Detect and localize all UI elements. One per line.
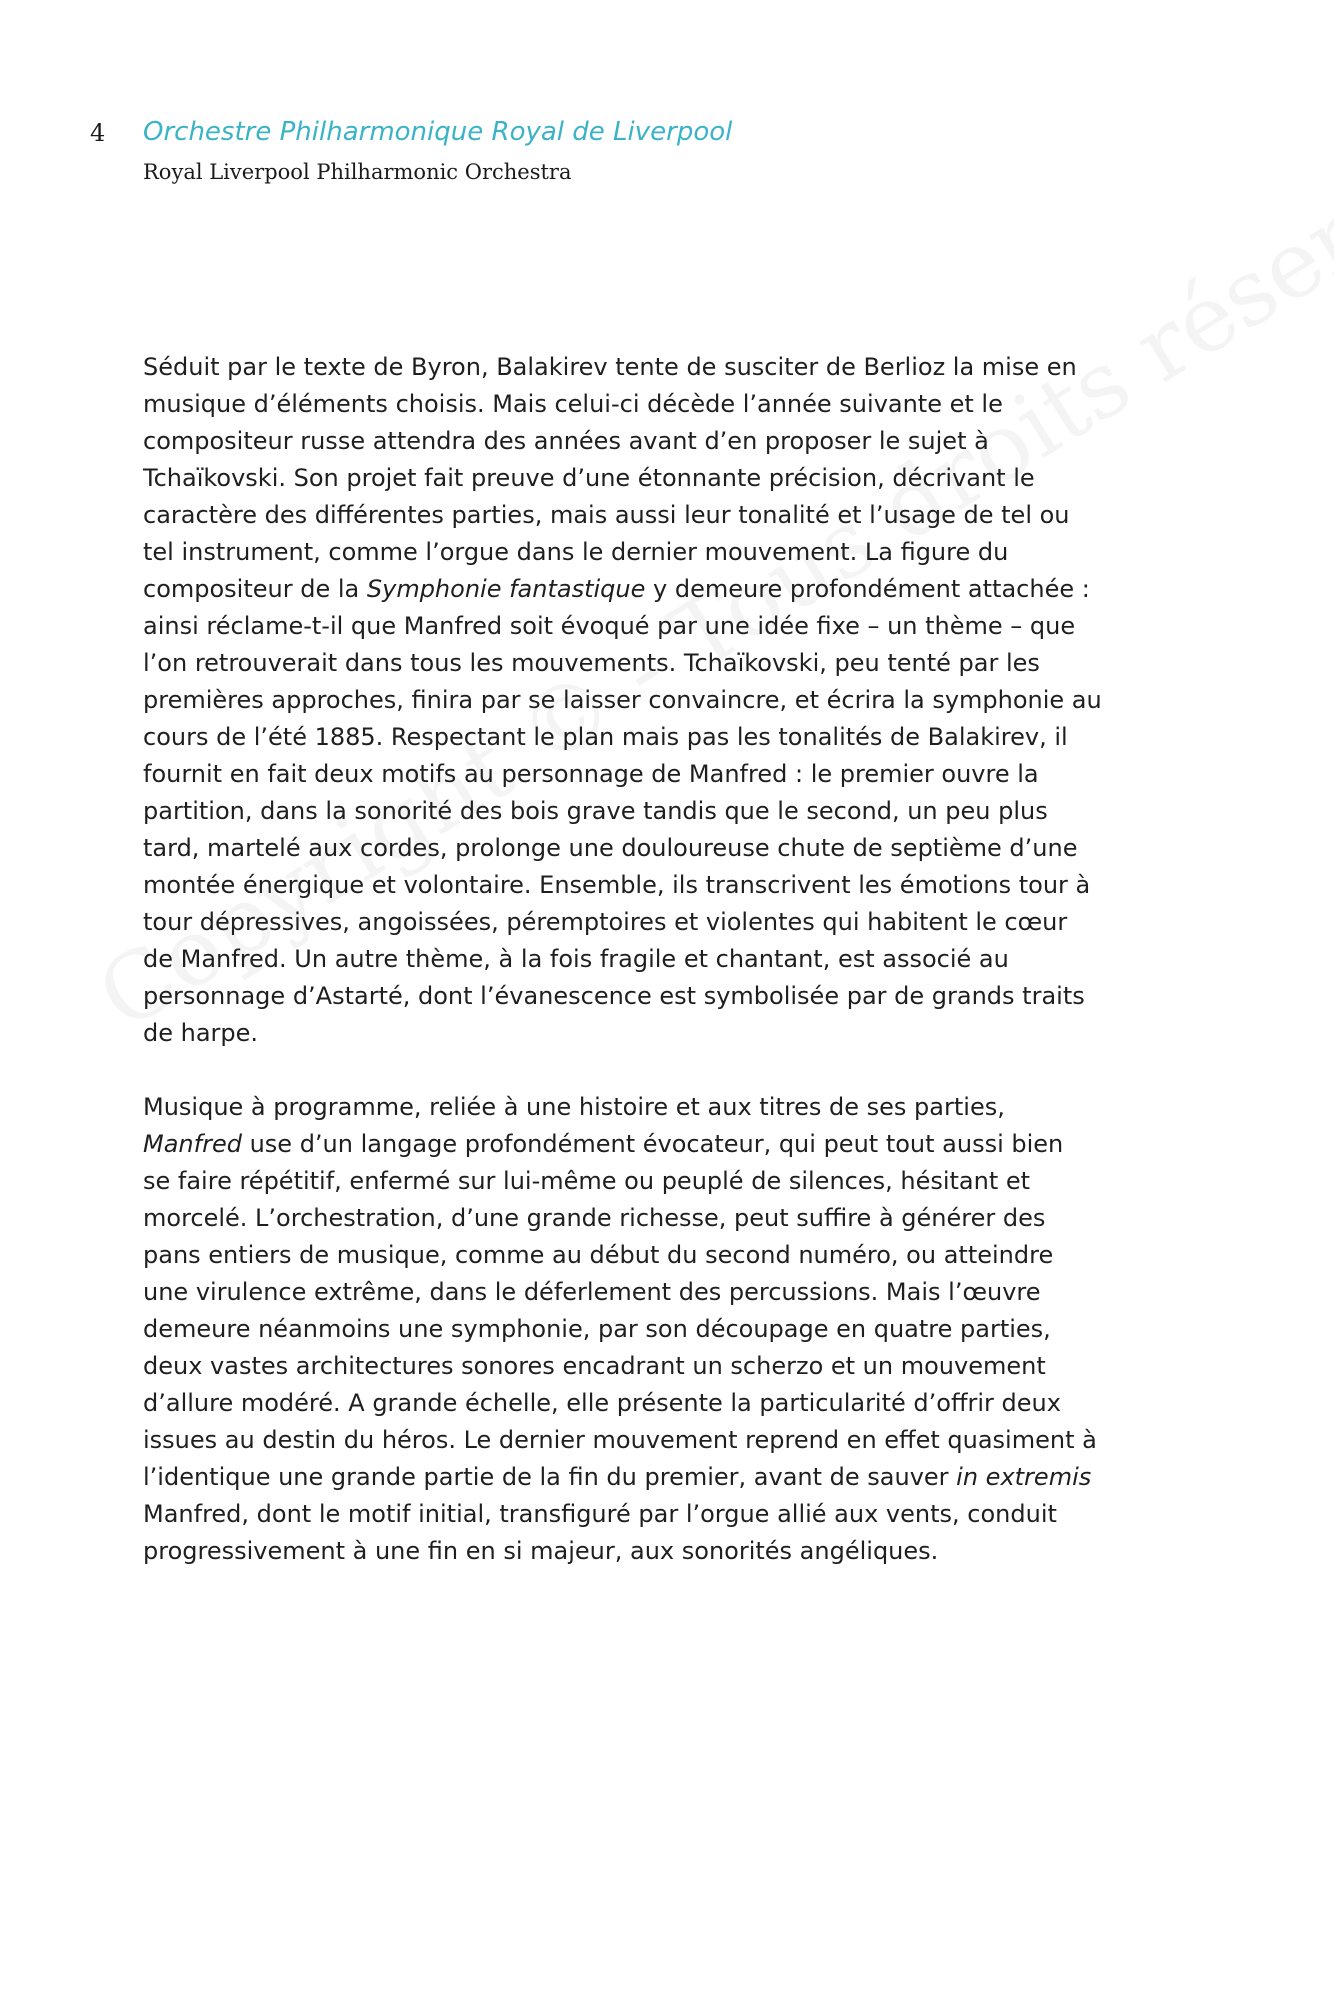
text-line xyxy=(143,1422,1203,1459)
text-run: partition, dans la sonorité des bois grave tandis que le second, un peu plus xyxy=(143,797,1048,825)
text-run: compositeur de la xyxy=(143,575,367,603)
text-line xyxy=(143,1200,1203,1237)
text-line xyxy=(143,867,1203,904)
text-line xyxy=(143,978,1203,1015)
text-run: cours de l’été 1885. Respectant le plan mais pas les tonalités de Balakirev, il xyxy=(143,723,1068,751)
text-run: tour dépressives, angoissées, péremptoires et violentes qui habitent le cœur xyxy=(143,908,1068,936)
text-line xyxy=(143,497,1203,534)
text-run: tard, martelé aux cordes, prolonge une douloureuse chute de septième d’une xyxy=(143,834,1078,862)
text-line xyxy=(143,941,1203,978)
text-line xyxy=(143,386,1203,423)
text-line xyxy=(143,1015,1203,1052)
italic-title: Manfred xyxy=(143,1130,242,1158)
text-run: de harpe. xyxy=(143,1019,259,1047)
text-run: progressivement à une fin en si majeur, aux sonorités angéliques. xyxy=(143,1537,939,1565)
italic-title: Symphonie fantastique xyxy=(366,575,646,603)
text-line xyxy=(143,1163,1203,1200)
text-run: musique d’éléments choisis. Mais celui-ci décède l’année suivante et le xyxy=(143,390,1003,418)
text-line xyxy=(143,1459,1203,1496)
text-run: pans entiers de musique, comme au début du second numéro, ou atteindre xyxy=(143,1241,1054,1269)
text-run: une virulence extrême, dans le déferlement des percussions. Mais l’œuvre xyxy=(143,1278,1041,1306)
text-line xyxy=(143,1533,1203,1570)
text-run: l’identique une grande partie de la fin du premier, avant de sauver xyxy=(143,1463,957,1491)
text-run: compositeur russe attendra des années avant d’en proposer le sujet à xyxy=(143,427,989,455)
text-run: premières approches, finira par se laisser convaincre, et écrira la symphonie au xyxy=(143,686,1102,714)
text-run: l’on retrouverait dans tous les mouvements. Tchaïkovski, peu tenté par les xyxy=(143,649,1040,677)
text-run: caractère des différentes parties, mais aussi leur tonalité et l’usage de tel ou xyxy=(143,501,1070,529)
text-line xyxy=(143,1311,1203,1348)
text-run: tel instrument, comme l’orgue dans le dernier mouvement. La figure du xyxy=(143,538,1009,566)
text-line xyxy=(143,904,1203,941)
paragraph xyxy=(143,1089,1203,1570)
text-run: morcelé. L’orchestration, d’une grande richesse, peut suffire à générer des xyxy=(143,1204,1046,1232)
text-run: se faire répétitif, enfermé sur lui-même ou peuplé de silences, hésitant et xyxy=(143,1167,1031,1195)
italic-title: in extremis xyxy=(956,1463,1092,1491)
text-run: d’allure modéré. A grande échelle, elle présente la particularité d’offrir deux xyxy=(143,1389,1061,1417)
text-run: de Manfred. Un autre thème, à la fois fragile et chantant, est associé au xyxy=(143,945,1009,973)
text-run: personnage d’Astarté, dont l’évanescence est symbolisée par de grands traits xyxy=(143,982,1085,1010)
text-line xyxy=(143,1126,1203,1163)
text-run: deux vastes architectures sonores encadrant un scherzo et un mouvement xyxy=(143,1352,1046,1380)
text-line xyxy=(143,830,1203,867)
body-text xyxy=(143,349,1203,1570)
text-run: demeure néanmoins une symphonie, par son découpage en quatre parties, xyxy=(143,1315,1051,1343)
text-line xyxy=(143,423,1203,460)
text-line xyxy=(143,1089,1203,1126)
text-line xyxy=(143,534,1203,571)
text-line xyxy=(143,608,1203,645)
text-line xyxy=(143,349,1203,386)
text-run: Séduit par le texte de Byron, Balakirev tente de susciter de Berlioz la mise en xyxy=(143,353,1077,381)
text-run: Manfred, dont le motif initial, transfiguré par l’orgue allié aux vents, conduit xyxy=(143,1500,1057,1528)
text-line xyxy=(143,645,1203,682)
text-line xyxy=(143,460,1203,497)
text-line xyxy=(143,719,1203,756)
text-line xyxy=(143,1274,1203,1311)
running-title-french: Orchestre Philharmonique Royal de Liverpool xyxy=(143,117,733,147)
text-run: Musique à programme, reliée à une histoire et aux titres de ses parties, xyxy=(143,1093,1005,1121)
running-title-english: Royal Liverpool Philharmonic Orchestra xyxy=(143,160,572,184)
text-run: use d’un langage profondément évocateur, qui peut tout aussi bien xyxy=(241,1130,1064,1158)
text-line xyxy=(143,1385,1203,1422)
text-run: y demeure profondément attachée : xyxy=(645,575,1090,603)
text-line xyxy=(143,1496,1203,1533)
text-line xyxy=(143,571,1203,608)
page-number: 4 xyxy=(90,119,106,147)
text-line xyxy=(143,793,1203,830)
text-line xyxy=(143,1237,1203,1274)
text-run: montée énergique et volontaire. Ensemble, ils transcrivent les émotions tour à xyxy=(143,871,1091,899)
text-run: ainsi réclame-t-il que Manfred soit évoqué par une idée fixe – un thème – que xyxy=(143,612,1076,640)
text-run: fournit en fait deux motifs au personnage de Manfred : le premier ouvre la xyxy=(143,760,1039,788)
text-run: issues au destin du héros. Le dernier mouvement reprend en effet quasiment à xyxy=(143,1426,1097,1454)
text-line xyxy=(143,756,1203,793)
text-line xyxy=(143,682,1203,719)
text-line xyxy=(143,1348,1203,1385)
paragraph xyxy=(143,349,1203,1052)
text-run: Tchaïkovski. Son projet fait preuve d’une étonnante précision, décrivant le xyxy=(143,464,1035,492)
